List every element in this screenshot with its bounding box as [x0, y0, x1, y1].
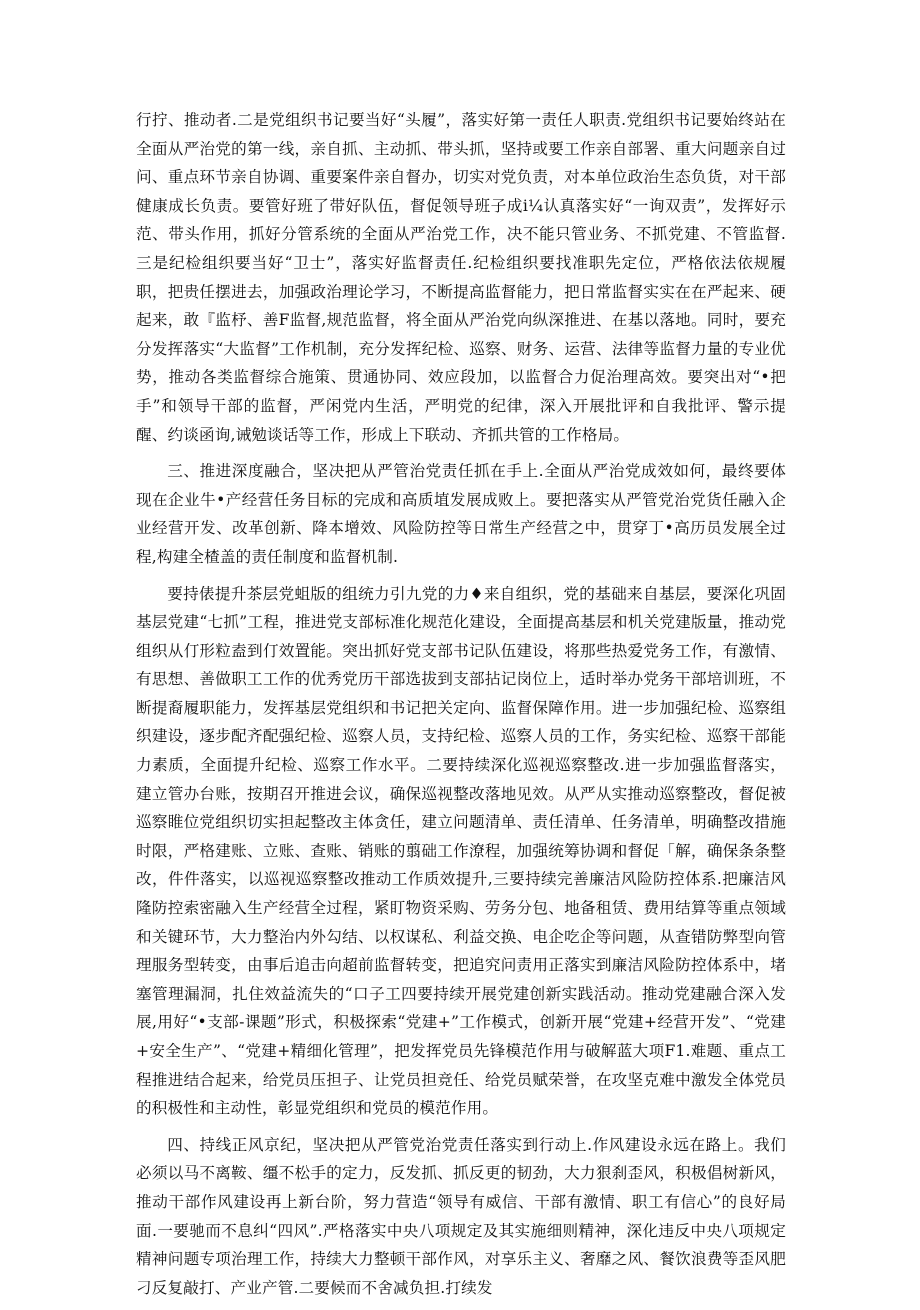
paragraph-3: 要持俵提升茶层党蛆版的组统力引九党的力♦来自组织，党的基础来自基层，要深化巩固基层党建“七抓”工程，推进党支部标准化规范化建设，全面提高基层和机关党建版量，推动党组织从仃形粒盍到仃效置能。突出抓好党支部书记队伍建设，将那些热爱党务工作，有激情、有思想、善做职工工作的优秀党历干部选拔到支部拈记岗位上，适时举办党务干部培训班，不断提裔履职能力，发挥基层党组织和书记把关定向、监督保障作用。进一步加强纪检、巡察组织建设，逐步配齐配强纪检、巡察人员，支持纪检、巡察人员的工作，务实纪检、巡察干部能力素质，全面提升纪检、巡察工作水平。二要持续深化巡视巡察整改.进一步加强监督落实，建立管办台账，按期召开推进会议，确保巡视整改落地见效。从严从实推动巡察整改，督促被巡察睢位党组织切实担起整改主体贪任，建立问题清单、责任清单、任务清单，明确整改措施时限，严格建账、立账、查账、销账的翦础工作潦程，加强统筹协调和督促「解，确保条条整改，件件落实，以巡视巡察整改推动工作质效提升,三要持续完善廉洁风险防控体系.把廉洁风隆防控索密融入生产经营全过程，紧盯物资采购、劳务分包、地备租赁、费用结算等重点领域和关键环节，大力整治内外勾结、以权谋私、利益交换、电企吃企等问题，从查错防弊型向管理服务型转变，由事后追击向超前监督转变，把追究问责用正落实到廉洁风险防控体系中，堵塞管理漏洞，扎住效益流失的“口子工四要持续开展党建创新实践活动。推动党建融合深入发展,用好“•支部-课题”形式，积极探索“党建+”工作模式，创新开展“党建+经营开发”、“党建+安全生产”、“党建+精细化管理”，把发挥党员先锋模范作用与破解蓝大项F1.难题、重点工程推进结合起来，给党员压担子、让党员担竞任、给党员赋荣誉，在攻坚克难中激发全体党员的积极性和主动性，彰显党组织和党员的模范作用。 — [136, 584, 786, 1118]
document-body — [136, 106, 786, 1310]
paragraph-1: 行拧、推动者.二是党组织书记要当好“头履”，落实好第一责任人职责.党组织书记要始终站在全面从严治党的第一线，亲自抓、主动抓、带头抓，坚持或要工作亲自部署、重大问题亲自过问、重点环节亲自协调、重要案件亲自督办，切实对党负责，对本单位政治生态负货，对干部健康成长负责。要管好班了带好队伍，督促领导班子成i¼认真落实好“一询双责”，发挥好示范、带头作用，抓好分管系统的全面从严治党工作，决不能只管业务、不抓党建、不管监督.三是纪检组织要当好“卫士”，落实好监督责任.纪检组织要找准职先定位，严格依法依规履职，把贵任摆进去，加强政治理论学习，不断提高监督能力，把日常监督实实在在严起来、硬起来，敢『监杼、善F监督,规范监督，将全面从严治党向纵深推进、在基以落地。同时，要充分发挥落实“大监督”工作机制，充分发挥纪检、巡察、财务、运营、法律等监督力量的专业优势，推动各类监督综合施策、贯通协同、效应段加，以监督合力促治理高效。要突出对“•把手”和领导干部的监督，严闲党内生活，严明党的纪律，深入开展批评和自我批评、警示提醒、约谈函询,诫勉谈话等工作，形成上下联动、齐抓共管的工作格局。 — [136, 111, 786, 444]
paragraph-2: 三、推进深度融合，坚决把从严管治党责任抓在手上.全面从严治党成效如何，最终要体现在企业牛•产经营任务目标的完成和高质埴发展成败上。要把落实从严管党治党货任融入企业经营开发、改革创新、降本增效、风险防控等日常生产经营之中，贯穿丁•高历员发展全过程,构建全楂盖的责任制度和监督机制. — [136, 462, 786, 566]
paragraph-4: 四、持线正风京纪，坚决把从严管党治党责任落实到行动上.作风建设永远在路上。我们必须以马不离鞍、缰不松手的定力，反发抓、抓反更的韧劲，大力狠刹歪风，积极倡树新风，推动干部作风建设再上新台阶，努力营造“领导有威信、干部有激情、职工有信心”的良好局面.一要驰而不息纠“四风”.严格落实中央八项规定及其实施细则精神，深化违反中央八项规定精神问题专项治理工作，持续大力整顿干部作风，对享乐主义、奢靡之风、餐饮浪费等歪风肥刁反复敲打、产业产管.二要候而不舍减负担.打续发 — [136, 1135, 786, 1297]
